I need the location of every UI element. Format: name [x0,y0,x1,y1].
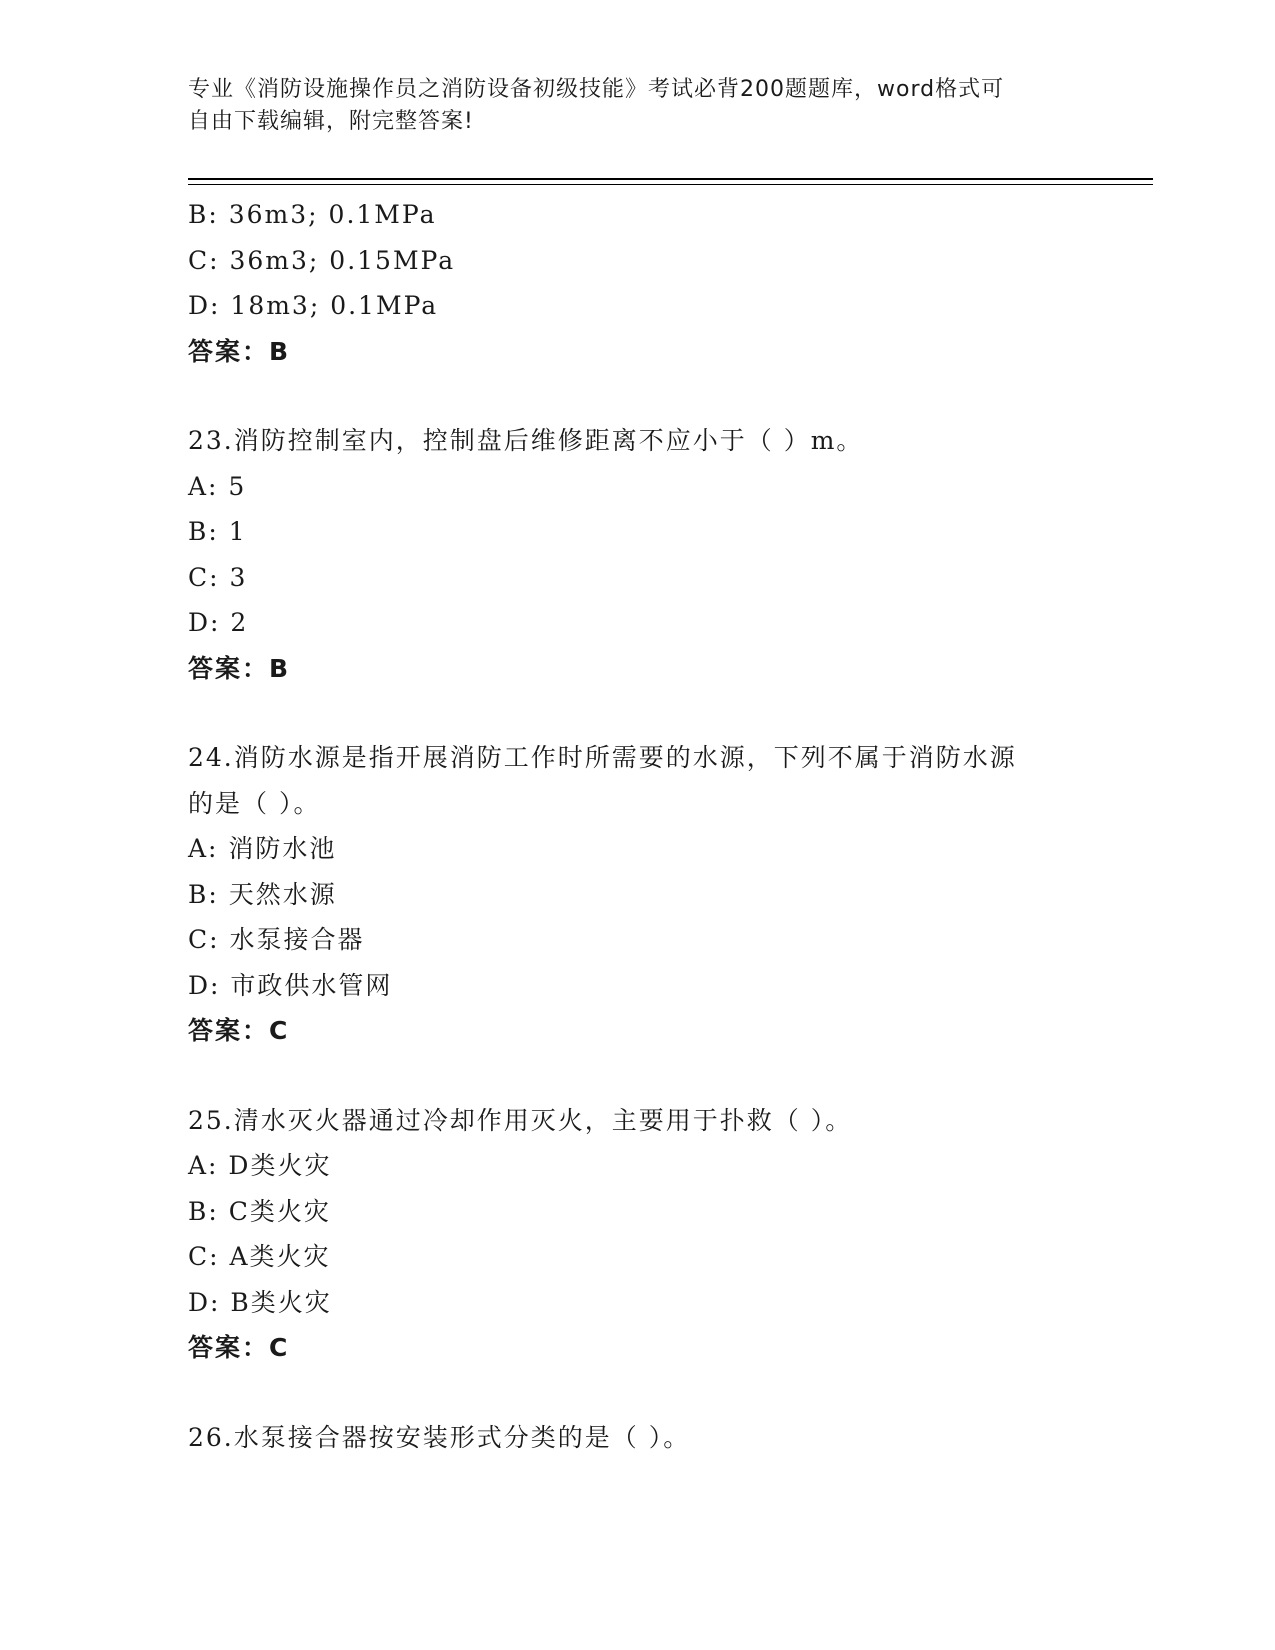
spacer [188,1054,1088,1098]
question-24 [188,735,1088,1054]
question-text-line-1: 24.消防水源是指开展消防工作时所需要的水源，下列不属于消防水源 [188,743,1017,772]
header-line-1: 专业《消防设施操作员之消防设备初级技能》考试必背200题题库，word格式可 [188,77,1005,102]
option-a: A: D类火灾 [188,1151,332,1180]
option-b: B: 1 [188,517,247,546]
spacer [188,691,1088,735]
document-header [188,74,1068,138]
question-23 [188,418,1088,691]
spacer [188,1371,1088,1415]
option-b: B: 36m3; 0.1MPa [188,200,437,229]
question-text: 26.水泵接合器按安装形式分类的是（ ）。 [188,1422,691,1452]
option-b: B: C类火灾 [188,1196,331,1226]
answer: 答案：B [188,653,291,683]
option-a: A: 消防水池 [188,834,337,863]
question-text-line-2: 的是（ ）。 [188,788,321,818]
option-d: D: 市政供水管网 [188,970,393,1000]
option-c: C: 水泵接合器 [188,925,365,954]
option-b: B: 天然水源 [188,879,337,909]
question-22 [188,192,1088,374]
header-divider-thin [188,184,1153,185]
answer: 答案：B [188,336,291,366]
option-c: C: 3 [188,562,248,592]
header-divider-thick [188,178,1153,180]
option-d: D: B类火灾 [188,1287,332,1317]
answer: 答案：C [188,1016,290,1045]
header-line-2: 自由下载编辑，附完整答案! [188,109,474,134]
option-d: D: 2 [188,608,249,637]
question-26 [188,1415,1088,1461]
question-25 [188,1098,1088,1371]
option-d: D: 18m3; 0.1MPa [188,291,439,320]
answer: 答案：C [188,1333,290,1362]
option-c: C: A类火灾 [188,1242,331,1271]
spacer [188,374,1088,418]
option-c: C: 36m3; 0.15MPa [188,245,456,275]
question-text: 25.清水灭火器通过冷却作用灭火，主要用于扑救（ ）。 [188,1105,853,1135]
question-list [188,192,1088,1460]
option-a: A: 5 [188,471,247,501]
question-text: 23.消防控制室内，控制盘后维修距离不应小于（ ）m。 [188,426,864,455]
